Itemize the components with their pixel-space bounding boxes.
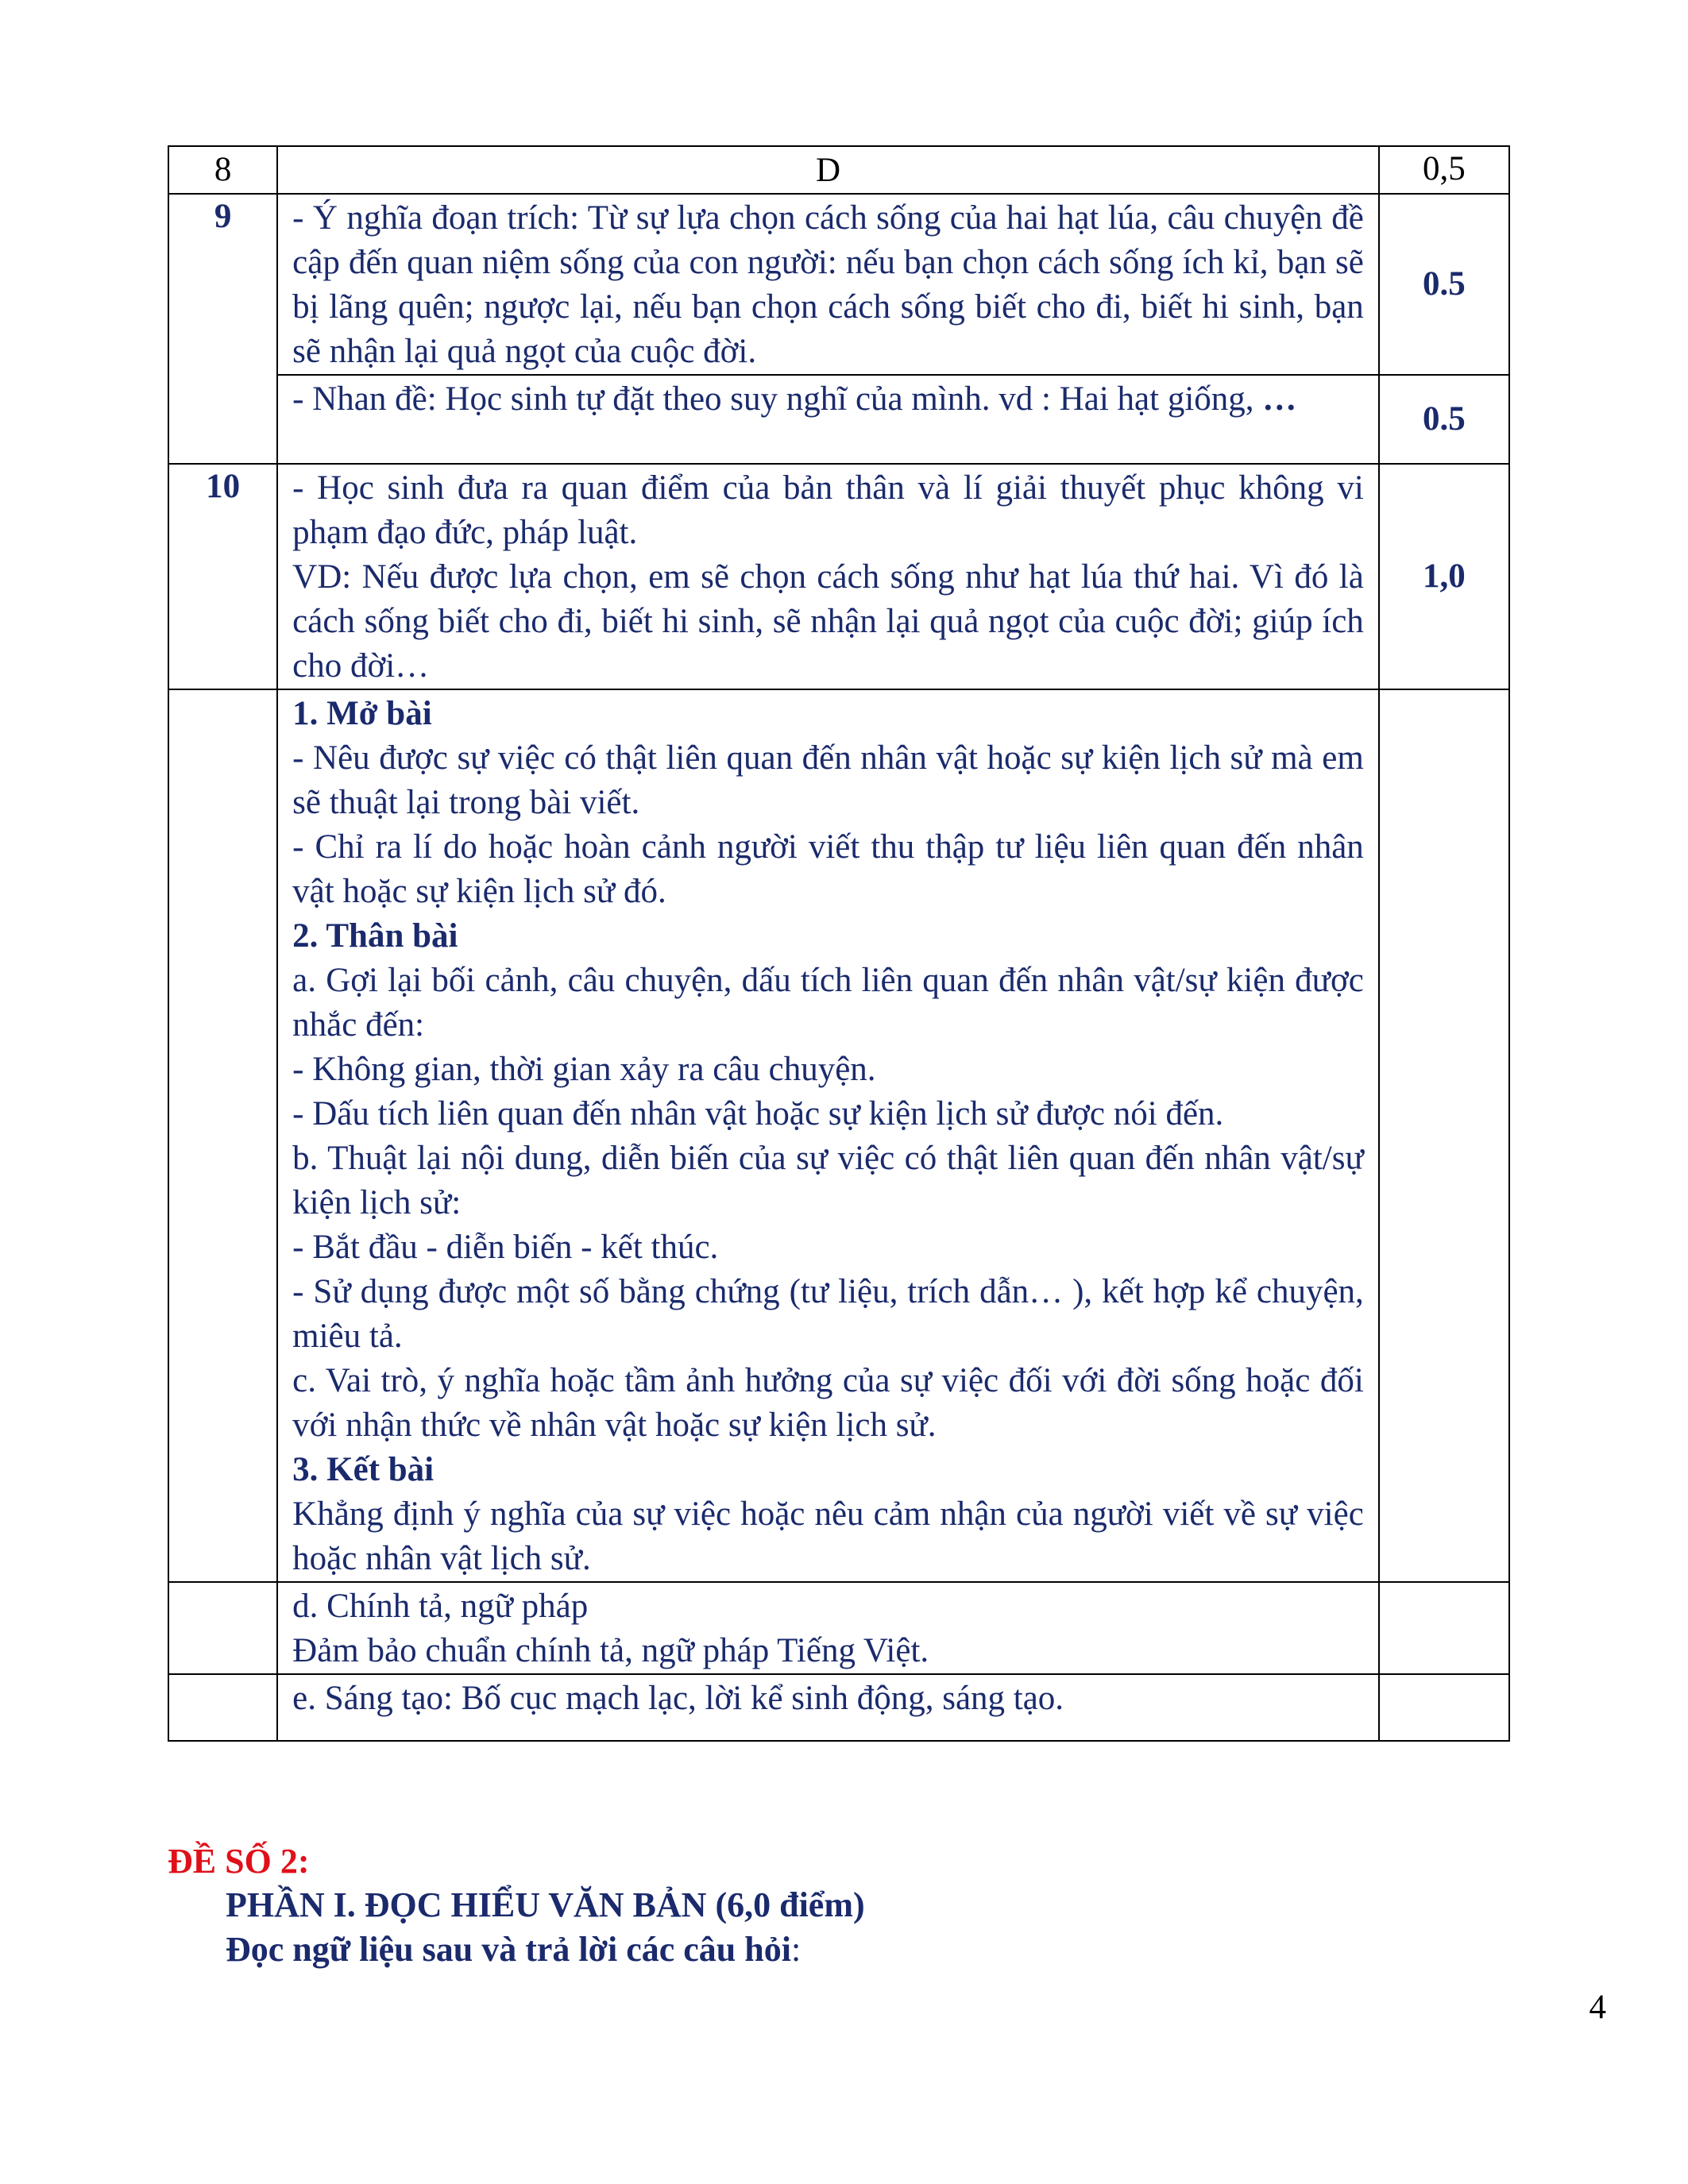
table-row-10 — [168, 464, 1509, 689]
criteria-title: d. Chính tả, ngữ pháp — [292, 1588, 589, 1625]
essay-line: - Chỉ ra lí do hoặc hoàn cảnh người viết thu thập tư liệu liên quan đến nhân vật hoặc sự kiện lịch sử đó. — [292, 828, 1364, 910]
essay-line: - Nêu được sự việc có thật liên quan đến nhân vật hoặc sự kiện lịch sử mà em sẽ thuật lại trong bài viết. — [292, 739, 1364, 821]
table-row-9-title — [168, 375, 1509, 464]
table-row-spelling-grammar — [168, 1582, 1509, 1674]
table-row-8 — [168, 146, 1509, 194]
score-cell: 1,0 — [1379, 464, 1509, 689]
answer-example: VD: Nếu được lựa chọn, em sẽ chọn cách sống như hạt lúa thứ hai. Vì đó là cách sống biết cho đi, biết hi sinh, sẽ nhận lại quả ngọt của cuộc đời; giúp ích cho đời… — [292, 558, 1364, 685]
score-cell: 0.5 — [1379, 375, 1509, 464]
answer-key-table — [168, 145, 1510, 1742]
answer-text: - Học sinh đưa ra quan điểm của bản thân và lí giải thuyết phục không vi phạm đạo đức, pháp luật. — [292, 469, 1364, 551]
table-row-creativity — [168, 1674, 1509, 1741]
criteria-text: Đảm bảo chuẩn chính tả, ngữ pháp Tiếng Việt. — [292, 1632, 929, 1669]
reading-instruction: Đọc ngữ liệu sau và trả lời các câu hỏi: — [226, 1930, 802, 1969]
essay-line: c. Vai trò, ý nghĩa hoặc tầm ảnh hưởng của sự việc đối với đời sống hoặc đối với nhận thức về nhân vật hoặc sự kiện lịch sử. — [292, 1362, 1364, 1444]
essay-heading-intro: 1. Mở bài — [292, 695, 432, 732]
answer-choice: D — [815, 152, 840, 189]
essay-line: - Sử dụng được một số bằng chứng (tư liệu, trích dẫn… ), kết hợp kể chuyện, miêu tả. — [292, 1273, 1364, 1355]
essay-heading-conclusion: 3. Kết bài — [292, 1451, 435, 1488]
score-cell: 0,5 — [1379, 146, 1509, 194]
score-cell: 0.5 — [1379, 194, 1509, 375]
question-number: 8 — [168, 146, 277, 194]
answer-text: - Nhan đề: Học sinh tự đặt theo suy nghĩ của mình. vd : Hai hạt giống, … — [292, 380, 1297, 418]
essay-line: - Không gian, thời gian xảy ra câu chuyện. — [292, 1051, 876, 1088]
essay-line: a. Gợi lại bối cảnh, câu chuyện, dấu tích liên quan đến nhân vật/sự kiện được nhắc đến: — [292, 962, 1364, 1044]
essay-heading-body: 2. Thân bài — [292, 917, 458, 955]
table-row-essay-outline — [168, 689, 1509, 1582]
part-heading: PHẦN I. ĐỌC HIỂU VĂN BẢN (6,0 điểm) — [226, 1885, 865, 1924]
criteria-text: e. Sáng tạo: Bố cục mạch lạc, lời kể sinh động, sáng tạo. — [292, 1680, 1064, 1717]
essay-line: Khẳng định ý nghĩa của sự việc hoặc nêu cảm nhận của người viết về sự việc hoặc nhân vật lịch sử. — [292, 1495, 1364, 1577]
essay-line: - Dấu tích liên quan đến nhân vật hoặc sự kiện lịch sử được nói đến. — [292, 1095, 1224, 1133]
page-number: 4 — [1589, 1989, 1606, 2026]
exam-number-heading: ĐỀ SỐ 2: — [168, 1842, 310, 1881]
essay-line: b. Thuật lại nội dung, diễn biến của sự việc có thật liên quan đến nhân vật/sự kiện lịch sử: — [292, 1140, 1364, 1221]
question-number: 10 — [168, 464, 277, 689]
essay-line: - Bắt đầu - diễn biến - kết thúc. — [292, 1229, 719, 1266]
table-row-9-meaning — [168, 194, 1509, 375]
question-number: 9 — [168, 194, 277, 464]
answer-text: - Ý nghĩa đoạn trích: Từ sự lựa chọn cách sống của hai hạt lúa, câu chuyện đề cập đến quan niệm sống của con người: nếu bạn chọn cách sống ích kỉ, bạn sẽ bị lãng quên; ngược lại, nếu bạn chọn cách sống biết cho đi, biết hi sinh, bạn sẽ nhận lại quả ngọt của cuộc đời. — [292, 199, 1364, 370]
